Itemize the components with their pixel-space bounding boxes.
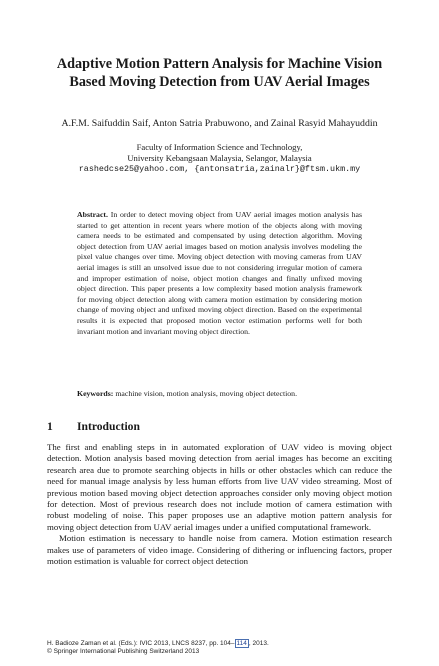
abstract-label: Abstract.	[77, 210, 108, 219]
citation-text: H. Badioze Zaman et al. (Eds.): IVIC 2013, LNCS 8237, pp. 104–	[47, 640, 235, 647]
abstract	[77, 210, 362, 337]
abstract-text: In order to detect moving object from UAV aerial images motion analysis has started to get attention in recent years where motion of the objects along with moving camera needs to be estimated and compensated by using detection algorithm. Moving object detection from UAV aerial images based on motion analysis involves modeling the pixel value changes over time. Moving object detection with moving cameras from UAV aerial images is still an unsolved issue due to not considering irregular motion of camera and improper estimation of noise, object motion changes and finally unfixed moving object direction. This paper presents a low complexity based motion analysis framework for moving object detection along with camera motion estimation by considering motion change of moving object and unfixed moving object direction. Based on the experimental results it is expected that proposed motion vector estimation performs well for both invariant motion and invariant moving object direction.	[77, 210, 362, 336]
affiliation-line-2: University Kebangsaan Malaysia, Selangor, Malaysia	[127, 153, 312, 163]
paper-title: Adaptive Motion Pattern Analysis for Machine Vision Based Moving Detection from UAV Aerial Images	[56, 56, 383, 90]
body-paragraph-2: Motion estimation is necessary to handle noise from camera. Motion estimation research makes use of parameters of video image. Considering of dithering or influencing factors, proper motion estimation is valuable for correct object detection	[47, 533, 392, 567]
affiliation-line-1: Faculty of Information Science and Technology,	[136, 142, 303, 152]
page-link[interactable]: 114	[236, 640, 247, 647]
citation-year: , 2013.	[248, 640, 269, 647]
citation-line	[47, 640, 392, 648]
body-text	[47, 442, 392, 567]
affiliation-block	[40, 142, 399, 175]
keywords	[77, 389, 362, 400]
body-paragraph-1: The first and enabling steps in in automated exploration of UAV video is moving object detection. Motion analysis based moving detection from aerial images has become an exciting research area due to promote searching objects in hills or other obstacles which can reduce the need for manual image analysis by less human efforts from live UAV video streaming. Most of previous motion based moving object detection approaches consider only moving object motion for detection. Most of previous research does not include motion of camera estimation with robust modeling of noise. This paper proposes use an adaptive motion pattern analysis for moving object detection from UAV aerial images under a unified computational framework.	[47, 442, 392, 532]
copyright-line: © Springer International Publishing Switzerland 2013	[47, 648, 200, 655]
keywords-text: machine vision, motion analysis, moving object detection.	[115, 389, 298, 398]
author-emails: rashedcse25@yahoo.com, {antonsatria,zainalr}@ftsm.ukm.my	[78, 164, 361, 174]
section-number: 1	[47, 420, 53, 433]
author-list: A.F.M. Saifuddin Saif, Anton Satria Prabuwono, and Zainal Rasyid Mahayuddin	[61, 118, 378, 129]
section-title: Introduction	[77, 420, 140, 433]
section-heading	[47, 420, 392, 433]
page-footer	[47, 640, 392, 656]
keywords-label: Keywords:	[77, 389, 114, 398]
